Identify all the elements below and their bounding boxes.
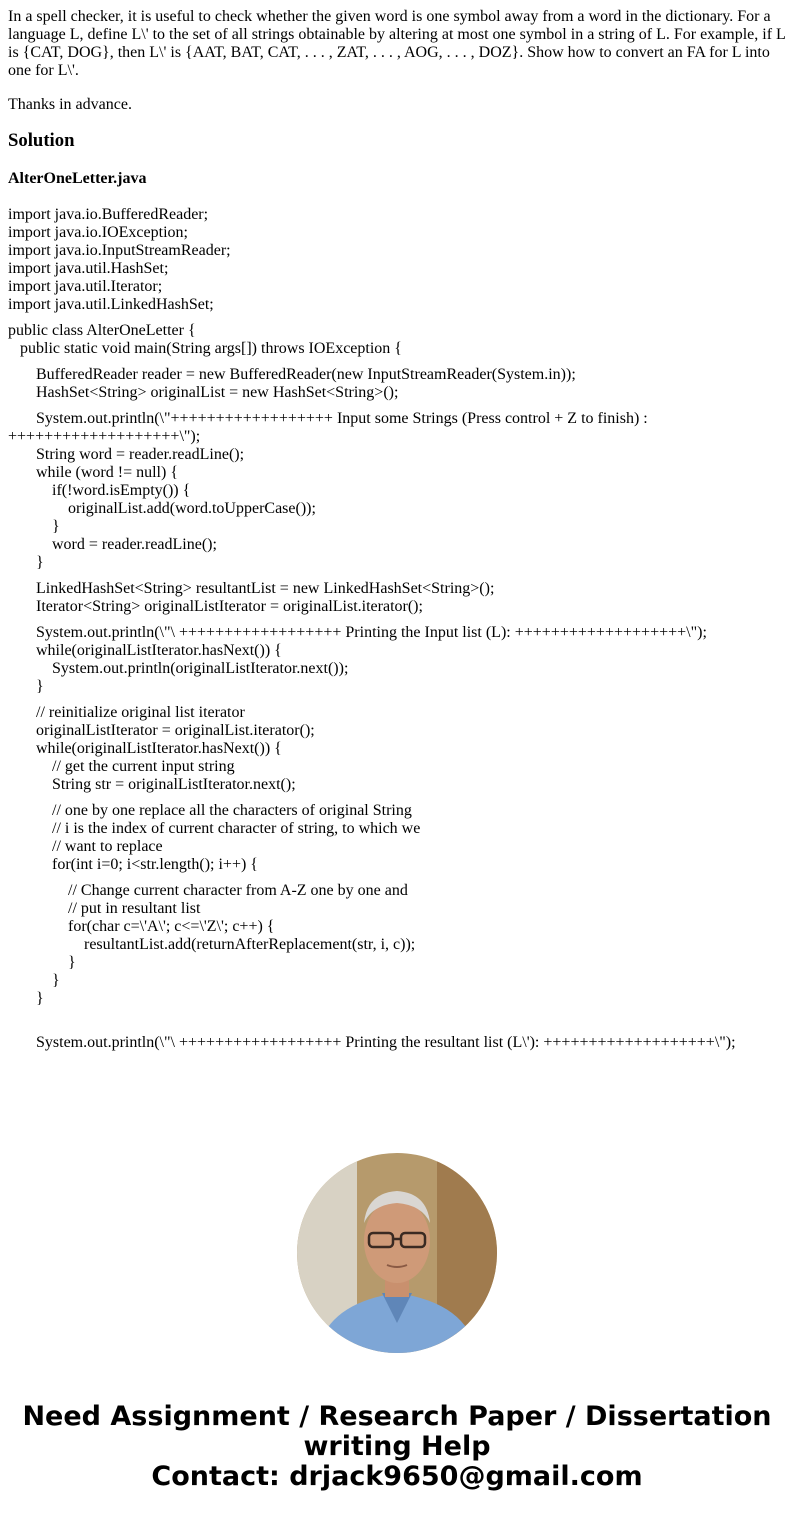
code-line: // one by one replace all the characters of original String <box>8 802 412 819</box>
code-line: if(!word.isEmpty()) { <box>8 482 191 499</box>
code-line: originalList.add(word.toUpperCase()); <box>8 500 316 517</box>
code-line <box>8 1016 788 1034</box>
code-block-gap <box>8 794 788 802</box>
code-block-gap <box>8 402 788 410</box>
code-line: // want to replace <box>8 838 163 855</box>
footer-contact <box>0 1402 794 1492</box>
code-line: } <box>8 954 76 971</box>
thanks-text: Thanks in advance. <box>8 96 132 113</box>
code-line: // reinitialize original list iterator <box>8 704 245 721</box>
code-line: String word = reader.readLine(); <box>8 446 245 463</box>
solution-heading: Solution <box>8 130 75 151</box>
code-line: for(char c=\'A\'; c<=\'Z\'; c++) { <box>8 918 275 935</box>
footer-line-1: Need Assignment / Research Paper / Dissertation <box>22 1401 772 1432</box>
author-photo <box>297 1153 497 1353</box>
code-line: import java.util.Iterator; <box>8 278 163 295</box>
code-line: } <box>8 678 44 695</box>
code-line: import java.io.BufferedReader; <box>8 206 209 223</box>
code-line: // put in resultant list <box>8 900 201 917</box>
code-line: } <box>8 554 44 571</box>
code-line: import java.util.LinkedHashSet; <box>8 296 214 313</box>
code-line: while (word != null) { <box>8 464 179 481</box>
code-block-gap <box>8 1008 788 1016</box>
code-line: import java.io.InputStreamReader; <box>8 242 231 259</box>
code-listing <box>8 206 788 1124</box>
footer-line-3: Contact: drjack9650@gmail.com <box>151 1461 643 1492</box>
code-line: HashSet<String> originalList = new HashSet<String>(); <box>8 384 399 401</box>
code-block-gap <box>8 696 788 704</box>
code-line: // Change current character from A-Z one by one and <box>8 882 408 899</box>
code-line: // get the current input string <box>8 758 235 775</box>
code-block-gap <box>8 572 788 580</box>
code-line: for(int i=0; i<str.length(); i++) { <box>8 856 258 873</box>
code-line: import java.io.IOException; <box>8 224 188 241</box>
code-line: BufferedReader reader = new BufferedReader(new InputStreamReader(System.in)); <box>8 366 576 383</box>
code-block-gap <box>8 874 788 882</box>
code-line: word = reader.readLine(); <box>8 536 217 553</box>
footer-line-2: writing Help <box>303 1431 491 1462</box>
code-block-gap <box>8 314 788 322</box>
code-line: System.out.println(\"\ ++++++++++++++++++ Printing the resultant list (L\'): +++++++++++++++++++\"); <box>8 1034 736 1051</box>
code-line: originalListIterator = originalList.iterator(); <box>8 722 315 739</box>
code-line: while(originalListIterator.hasNext()) { <box>8 740 282 757</box>
question-text: In a spell checker, it is useful to check whether the given word is one symbol away from a word in the dictionary. For a language L, define L\' to the set of all strings obtainable by altering at most one symbol in a string of L. For example, if L is {CAT, DOG}, then L\' is {AAT, BAT, CAT, . . . , ZAT, . . . , AOG, . . . , DOZ}. Show how to convert an FA for L into one for L\'. <box>8 8 786 79</box>
code-line: } <box>8 990 44 1007</box>
code-line: System.out.println(originalListIterator.next()); <box>8 660 349 677</box>
code-line: public class AlterOneLetter { <box>8 322 196 339</box>
code-line: LinkedHashSet<String> resultantList = new LinkedHashSet<String>(); <box>8 580 495 597</box>
code-line: String str = originalListIterator.next(); <box>8 776 296 793</box>
code-line: Iterator<String> originalListIterator = originalList.iterator(); <box>8 598 423 615</box>
code-line: System.out.println(\"\ ++++++++++++++++++ Printing the Input list (L): +++++++++++++++++++\"); <box>8 624 707 641</box>
question-area <box>8 8 788 204</box>
code-line: System.out.println(\"++++++++++++++++++ Input some Strings (Press control + Z to finish) : +++++++++++++++++++\"); <box>8 410 652 445</box>
code-line: import java.util.HashSet; <box>8 260 169 277</box>
code-line: public static void main(String args[]) throws IOException { <box>8 340 402 357</box>
code-line: } <box>8 518 60 535</box>
author-photo-icon <box>297 1153 497 1353</box>
code-line: resultantList.add(returnAfterReplacement(str, i, c)); <box>8 936 416 953</box>
code-line: while(originalListIterator.hasNext()) { <box>8 642 282 659</box>
code-line: } <box>8 972 60 989</box>
code-line: // i is the index of current character of string, to which we <box>8 820 421 837</box>
code-block-gap <box>8 616 788 624</box>
code-block-gap <box>8 358 788 366</box>
file-name: AlterOneLetter.java <box>8 170 147 187</box>
